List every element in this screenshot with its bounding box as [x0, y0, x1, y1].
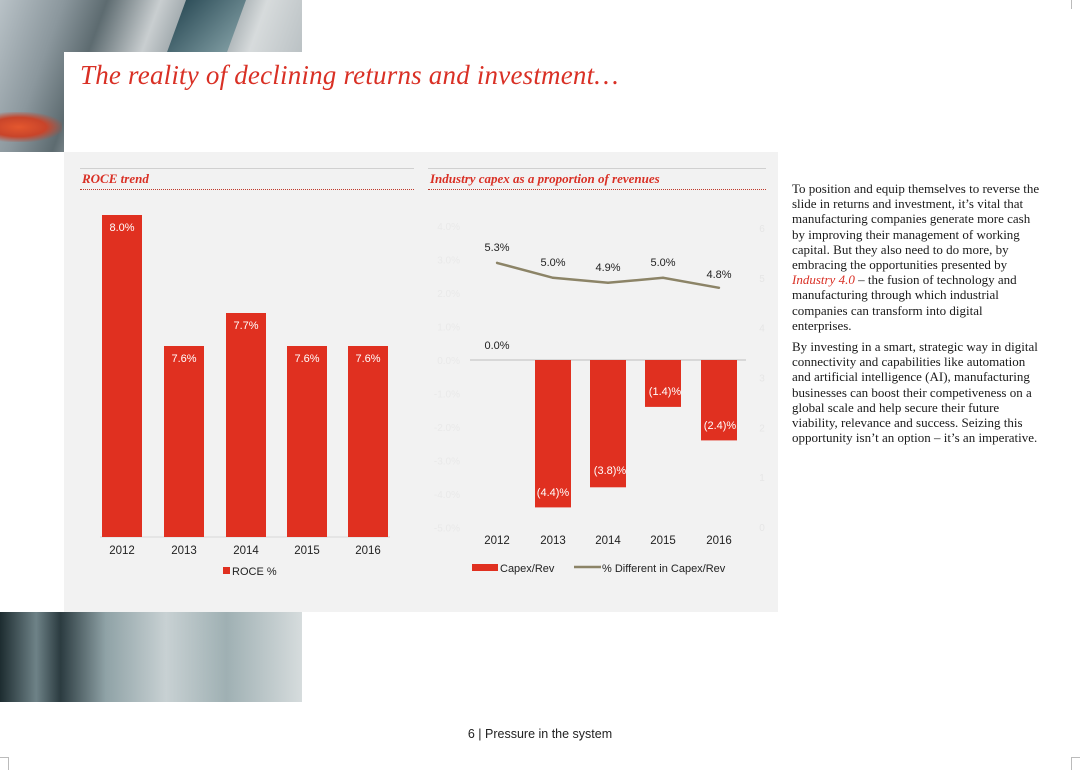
capex-right-tick: 0: [759, 523, 765, 534]
roce-x-tick: 2016: [355, 545, 381, 557]
capex-rev-point: [607, 282, 609, 284]
capex-right-tick: 6: [759, 224, 765, 235]
capex-left-tick: -5.0%: [433, 523, 460, 535]
capex-rev-label: 4.9%: [595, 261, 621, 274]
capex-left-tick: 1.0%: [437, 322, 460, 334]
capex-left-tick: -3.0%: [433, 456, 460, 468]
capex-rev-point: [662, 277, 664, 279]
capex-right-tick: 4: [759, 323, 765, 335]
roce-bar: [102, 215, 142, 537]
capex-diff-label: (1.4)%: [648, 386, 682, 398]
roce-bar-label: 8.0%: [109, 222, 135, 234]
capex-right-tick: 2: [759, 423, 765, 435]
capex-left-tick: -1.0%: [433, 389, 460, 401]
roce-bar-label: 7.6%: [294, 353, 320, 365]
capex-left-tick: 4.0%: [437, 222, 460, 233]
paragraph-1: [792, 181, 1042, 333]
paragraph-1-lead: To position and equip themselves to reverse the slide in returns and investment, it’s vital that manufacturing companies generate more cash by improving their management of working capital. But they also need to do more, by embracing the opportunities presented by: [792, 181, 1040, 273]
capex-diff-bar: [535, 360, 571, 507]
capex-left-tick: -2.0%: [433, 423, 460, 434]
capex-legend-bar-swatch: [472, 564, 498, 571]
crop-mark: [0, 757, 9, 758]
capex-legend-line-label: % Different in Capex/Rev: [602, 563, 726, 575]
page-title: The reality of declining returns and investment…: [80, 60, 619, 90]
capex-left-tick: 0.0%: [437, 356, 460, 367]
capex-rev-point: [552, 277, 554, 279]
capex-rev-label: 5.3%: [484, 241, 510, 254]
crop-mark: [1071, 757, 1080, 758]
capex-rev-point: [496, 262, 498, 264]
paragraph-2: By investing in a smart, strategic way in digital connectivity and capabilities like automation and artificial intelligence (AI), manufacturing businesses can boost their competiveness on a global scale and help secure their future viability, relevance and success. Seizing this opportunity isn’t an option – it’s an imperative.: [792, 339, 1038, 446]
capex-x-tick: 2015: [650, 535, 676, 547]
capex-right-tick: 1: [759, 473, 765, 485]
roce-bar: [348, 346, 388, 537]
page-footer: 6 | Pressure in the system: [467, 727, 613, 741]
capex-x-tick: 2013: [540, 535, 566, 547]
roce-legend-swatch: [223, 567, 230, 574]
capex-rev-label: 5.0%: [650, 256, 676, 269]
capex-right-tick: 5: [759, 273, 765, 285]
industry-4-link[interactable]: Industry 4.0: [792, 272, 855, 288]
capex-x-tick: 2012: [484, 535, 510, 547]
capex-x-tick: 2014: [595, 535, 621, 547]
paragraph-1-tail: – the fusion of technology and manufacturing through which industrial companies can transform into digital enterprises.: [792, 272, 1017, 333]
capex-chart-title: Industry capex as a proportion of revenues: [428, 168, 766, 190]
capex-diff-label: (4.4)%: [536, 487, 570, 499]
roce-bar: [164, 346, 204, 537]
roce-x-tick: 2015: [294, 545, 320, 557]
capex-diff-label: (3.8)%: [593, 465, 627, 477]
crop-mark: [1071, 0, 1072, 9]
capex-x-tick: 2016: [706, 535, 732, 547]
roce-bar-label: 7.6%: [171, 353, 197, 365]
roce-bar-label: 7.6%: [355, 353, 381, 365]
capex-left-tick: 3.0%: [437, 255, 460, 267]
roce-x-tick: 2014: [233, 545, 259, 557]
roce-chart: [100, 215, 390, 578]
roce-bar: [226, 313, 266, 537]
capex-chart: [434, 222, 765, 575]
capex-rev-label: 5.0%: [540, 256, 566, 269]
roce-bar: [287, 346, 327, 537]
capex-legend-bar-label: Capex/Rev: [500, 563, 555, 575]
capex-left-tick: -4.0%: [433, 490, 460, 501]
capex-rev-label: 4.8%: [706, 268, 732, 281]
capex-left-tick: 2.0%: [437, 289, 460, 300]
roce-x-tick: 2012: [109, 545, 135, 557]
roce-legend-label: ROCE %: [232, 566, 277, 578]
capex-diff-bar: [645, 360, 681, 407]
capex-rev-point: [718, 287, 720, 289]
crop-mark: [8, 758, 9, 770]
roce-x-tick: 2013: [171, 545, 197, 557]
capex-diff-label: 0.0%: [484, 340, 510, 352]
crop-mark: [1071, 758, 1072, 770]
capex-right-tick: 3: [759, 373, 765, 385]
capex-diff-label: (2.4)%: [703, 420, 737, 432]
body-text: [792, 181, 1042, 451]
roce-chart-title: ROCE trend: [80, 168, 414, 190]
roce-bar-label: 7.7%: [233, 320, 259, 332]
